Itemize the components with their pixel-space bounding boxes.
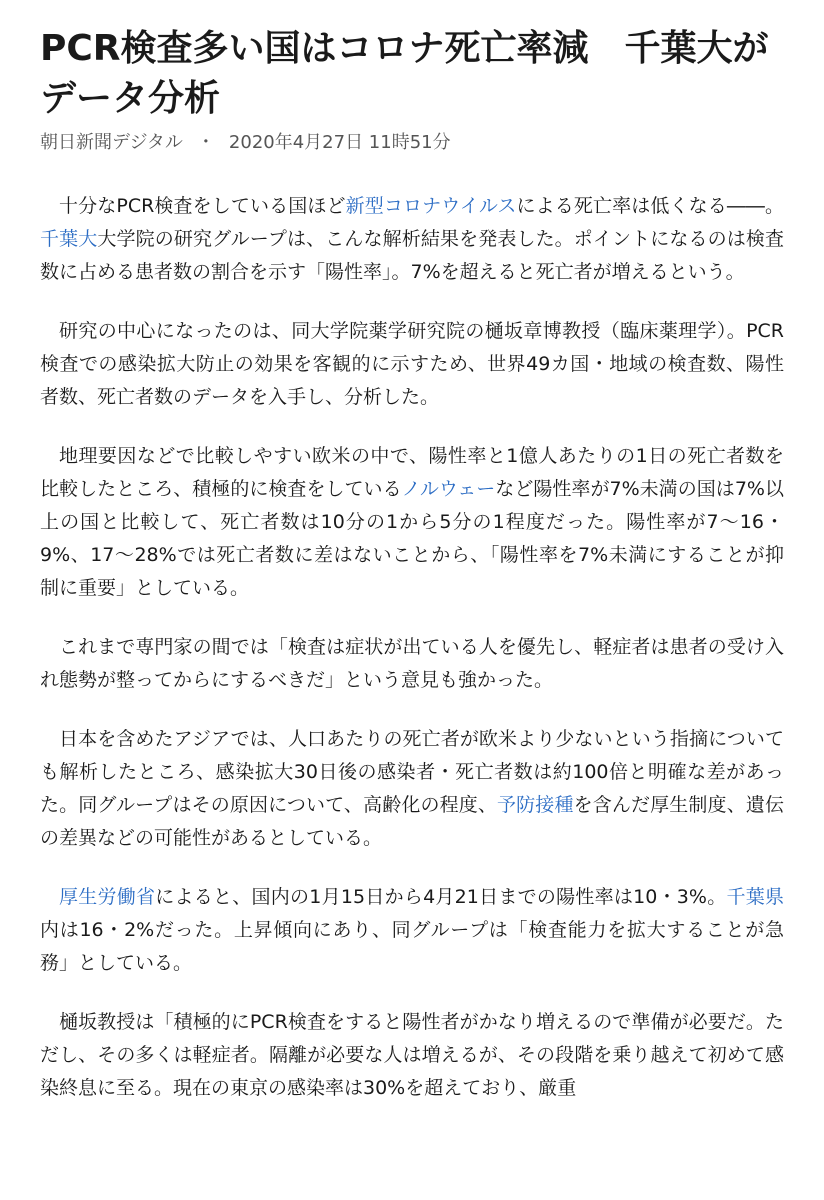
bottom-fade — [0, 1164, 824, 1200]
paragraph-text: など陽性率が7%未満の国は7%以上の国と比較して、死亡者数は10分の1から5分の1程度だった。陽性率が7〜16・9%、17〜28%では死亡者数に差はないことから、「陽性率を7%未満にすることが抑制に重要」としている。 — [40, 478, 784, 599]
paragraph-text: 十分なPCR検査をしている国ほど — [59, 195, 346, 217]
paragraph-text: 大学院の研究グループは、こんな解析結果を発表した。ポイントになるのは検査数に占める患者数の割合を示す「陽性率」。7%を超えると死亡者が増えるという。 — [40, 228, 784, 283]
inline-keyword-link[interactable]: ノルウェー — [401, 478, 496, 500]
paragraph-text: 研究の中心になったのは、同大学院薬学研究院の樋坂章博教授（臨床薬理学）。PCR検査での感染拡大防止の効果を客観的に示すため、世界49カ国・地域の検査数、陽性者数、死亡者数のデータを入手し、分析した。 — [40, 320, 784, 408]
inline-keyword-link[interactable]: 予防接種 — [497, 794, 574, 816]
paragraph-text: 樋坂教授は「積極的にPCR検査をすると陽性者がかなり増えるので準備が必要だ。ただし、その多くは軽症者。隔離が必要な人は増えるが、その段階を乗り越えて初めて感染終息に至る。現在の東京の感染率は30%を超えており、厳重 — [40, 1011, 784, 1099]
article-meta — [40, 130, 784, 156]
body-paragraph — [40, 190, 784, 289]
paragraph-text: 日本を含めたアジアでは、人口あたりの死亡者が欧米より少ないという指摘についても解析したところ、感染拡大30日後の感染者・死亡者数は約100倍と明確な差があった。同グループはその原因について、高齢化の程度、 — [40, 728, 784, 816]
inline-keyword-link[interactable]: 厚生労働省 — [59, 886, 156, 908]
meta-separator: ・ — [196, 132, 215, 153]
paragraph-text: 地理要因などで比較しやすい欧米の中で、陽性率と1億人あたりの1日の死亡者数を比較したところ、積極的に検査をしている — [40, 445, 784, 500]
inline-keyword-link[interactable]: 新型コロナウイルス — [345, 195, 517, 217]
publish-datetime: 2020年4月27日 11時51分 — [228, 132, 451, 153]
body-paragraph — [40, 881, 784, 980]
paragraph-text: 内は16・2%だった。上昇傾向にあり、同グループは「検査能力を拡大することが急務」としている。 — [40, 919, 784, 974]
body-paragraph — [40, 723, 784, 855]
paragraph-text: を含んだ厚生制度、遺伝の差異などの可能性があるとしている。 — [40, 794, 784, 849]
inline-keyword-link[interactable]: 千葉大 — [40, 228, 98, 250]
body-paragraph — [40, 1006, 784, 1105]
paragraph-text: による死亡率は低くなる――。 — [516, 195, 784, 217]
headline: PCR検査多い国はコロナ死亡率減 千葉大がデータ分析 — [40, 28, 769, 119]
body-paragraph — [40, 631, 784, 697]
source-name: 朝日新聞デジタル — [40, 132, 183, 153]
body-paragraph — [40, 315, 784, 414]
body-paragraph — [40, 440, 784, 605]
paragraph-text: によると、国内の1月15日から4月21日までの陽性率は10・3%。 — [155, 886, 727, 908]
article-body — [40, 190, 784, 1105]
inline-keyword-link[interactable]: 千葉県 — [726, 886, 784, 908]
paragraph-text: これまで専門家の間では「検査は症状が出ている人を優先し、軽症者は患者の受け入れ態勢が整ってからにするべきだ」という意見も強かった。 — [40, 636, 784, 691]
